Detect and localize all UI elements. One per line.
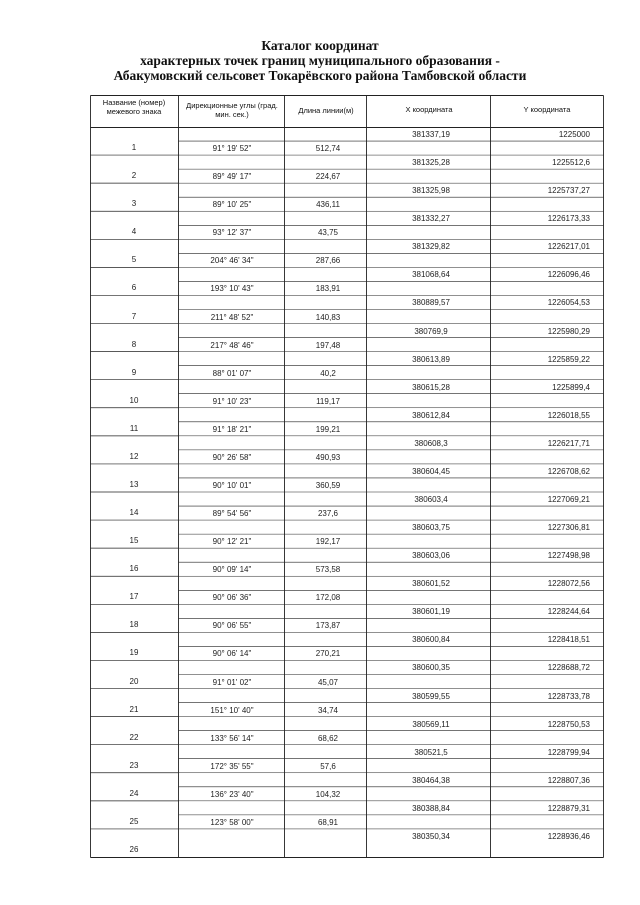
x-coordinate: 380388,84 [412,803,450,813]
x-coordinate: 380569,11 [412,719,450,729]
direction-angle: 204° 46' 34" [210,256,254,266]
point-number: 23 [129,760,139,770]
line-length: 197,48 [315,340,341,350]
point-number: 13 [129,480,139,489]
y-coordinate: 1225899,4 [552,382,590,392]
direction-angle: 217° 48' 46" [210,340,254,350]
x-coordinate: 380601,52 [412,579,450,589]
direction-angle: 90° 10' 01" [212,480,252,490]
direction-angle: 89° 10' 25" [212,200,252,210]
direction-angle: 93° 12' 37" [212,228,252,238]
y-coordinate: 1225512,6 [552,158,590,168]
y-coordinate: 1228799,94 [547,747,590,757]
direction-angle: 172° 35' 55" [210,761,254,771]
y-coordinate: 1228688,72 [547,663,590,673]
x-coordinate: 380600,35 [412,663,450,673]
direction-angle: 90° 06' 36" [212,593,252,603]
x-coordinate: 380608,3 [414,438,448,448]
x-coordinate: 380604,45 [412,466,450,476]
direction-angle: 89° 54' 56" [212,509,252,519]
x-coordinate: 380613,89 [412,354,450,364]
line-length: 270,21 [315,649,341,659]
y-coordinate: 1226054,53 [547,298,590,308]
x-coordinate: 380603,75 [412,523,450,533]
x-coordinate: 381325,98 [412,186,450,196]
x-coordinate: 380889,57 [412,298,450,308]
line-length: 512,74 [315,144,341,154]
point-number: 10 [129,395,139,405]
line-length: 360,59 [315,480,341,490]
point-number: 1 [131,143,137,153]
point-number: 12 [129,451,139,461]
point-number: 7 [131,311,137,321]
line-length: 140,83 [315,312,341,322]
x-coordinate: 380612,84 [412,410,450,420]
point-number: 5 [131,255,137,265]
line-length: 45,07 [317,677,339,687]
y-coordinate: 1225980,29 [547,326,590,336]
y-coordinate: 1226173,33 [547,214,590,224]
direction-angle: 151° 10' 40" [210,705,254,715]
line-length: 237,6 [317,509,339,519]
direction-angle: 90° 06' 14" [212,649,252,659]
x-coordinate: 381332,27 [412,214,450,224]
x-coordinate: 380769,9 [414,326,448,336]
direction-angle: 193° 10' 43" [210,284,254,294]
y-coordinate: 1226018,55 [547,410,590,420]
point-number: 21 [129,704,139,714]
x-coordinate: 381337,19 [412,130,450,139]
y-coordinate: 1228750,53 [547,719,590,729]
y-coordinate: 1226096,46 [547,270,590,280]
catalog-title-line1: Каталог координат [261,38,379,53]
direction-angle: 88° 01' 07" [212,368,252,378]
point-number: 22 [129,732,139,742]
line-length: 287,66 [315,256,341,266]
x-coordinate: 381329,82 [412,242,450,252]
point-number: 14 [129,508,139,518]
header-angle: Дирекционные углы (град. мин. сек.) [186,101,278,119]
direction-angle: 90° 09' 14" [212,565,252,575]
line-length: 104,32 [315,789,341,799]
line-length: 192,17 [315,537,341,547]
x-coordinate: 380603,06 [412,551,450,561]
point-number: 16 [129,564,139,574]
point-number: 15 [129,536,139,546]
line-length: 40,2 [320,368,336,378]
point-number: 8 [131,339,137,349]
line-length: 172,08 [315,593,341,603]
y-coordinate: 1228244,64 [547,607,590,617]
direction-angle: 136° 23' 40" [210,789,254,799]
y-coordinate: 1226708,62 [547,466,590,476]
line-length: 119,17 [316,396,340,406]
line-length: 490,93 [315,452,341,462]
header-length: Длина линии(м) [298,106,354,115]
point-number: 19 [129,648,139,658]
direction-angle: 133° 56' 14" [210,733,254,743]
y-coordinate: 1228072,56 [547,579,590,589]
catalog-title-line3: Абакумовский сельсовет Токарёвского района Тамбовской области [113,68,527,83]
point-number: 6 [131,283,137,293]
x-coordinate: 380599,55 [412,691,450,701]
y-coordinate: 1227306,81 [547,523,590,533]
y-coordinate: 1227498,98 [547,551,590,561]
y-coordinate: 1228418,51 [547,635,590,645]
direction-angle: 89° 49' 17" [212,172,252,182]
point-number: 17 [129,592,139,602]
line-length: 43,75 [317,228,339,238]
y-coordinate: 1228936,46 [547,831,590,841]
line-length: 436,11 [316,200,340,210]
line-length: 34,74 [317,705,339,715]
y-coordinate: 1228879,31 [547,803,590,813]
line-length: 199,21 [315,424,341,434]
y-coordinate: 1225000 [558,130,590,139]
point-number: 2 [131,171,137,181]
point-number: 11 [129,423,139,433]
point-number: 9 [131,367,137,377]
x-coordinate: 380464,38 [412,775,450,785]
x-coordinate: 380615,28 [412,382,450,392]
line-length: 57,6 [320,761,336,771]
y-coordinate: 1225737,27 [547,186,590,196]
x-coordinate: 381068,64 [412,270,450,280]
y-coordinate: 1227069,21 [547,495,590,504]
direction-angle: 91° 19' 52" [212,144,252,154]
coordinates-table [90,95,603,857]
point-number: 25 [129,816,139,826]
direction-angle: 90° 12' 21" [212,537,252,547]
header-y: Y координата [523,105,571,114]
x-coordinate: 380603,4 [414,495,448,504]
y-coordinate: 1226217,71 [547,438,590,448]
y-coordinate: 1225859,22 [547,354,590,364]
direction-angle: 123° 58' 00" [210,817,254,827]
x-coordinate: 380350,34 [412,831,450,841]
point-number: 4 [131,227,137,237]
x-coordinate: 380521,5 [414,747,448,757]
catalog-title-line2: характерных точек границ муниципального образования - [140,53,500,68]
x-coordinate: 380600,84 [412,635,450,645]
line-length: 573,58 [315,565,341,575]
point-number: 20 [129,676,139,686]
y-coordinate: 1228733,78 [547,691,590,701]
line-length: 68,62 [317,733,339,743]
direction-angle: 91° 18' 21" [212,424,252,434]
point-number: 24 [129,788,139,798]
line-length: 68,91 [317,817,339,827]
direction-angle: 91° 10' 23" [212,396,252,406]
line-length: 183,91 [315,284,341,294]
line-length: 224,67 [315,172,341,182]
y-coordinate: 1226217,01 [547,242,590,252]
line-length: 173,87 [315,621,341,631]
point-number: 18 [129,620,139,630]
header-x: X координата [405,105,453,114]
direction-angle: 90° 26' 58" [212,452,252,462]
direction-angle: 90° 06' 55" [212,621,252,631]
point-number: 26 [129,845,139,854]
table-grid-lines [90,95,605,859]
header-name: Название (номер) межевого знака [102,98,166,116]
y-coordinate: 1228807,36 [547,775,590,785]
direction-angle: 91° 01' 02" [212,677,252,687]
x-coordinate: 381325,28 [412,158,450,168]
x-coordinate: 380601,19 [412,607,450,617]
point-number: 3 [131,199,137,209]
direction-angle: 211° 48' 52" [210,312,254,322]
